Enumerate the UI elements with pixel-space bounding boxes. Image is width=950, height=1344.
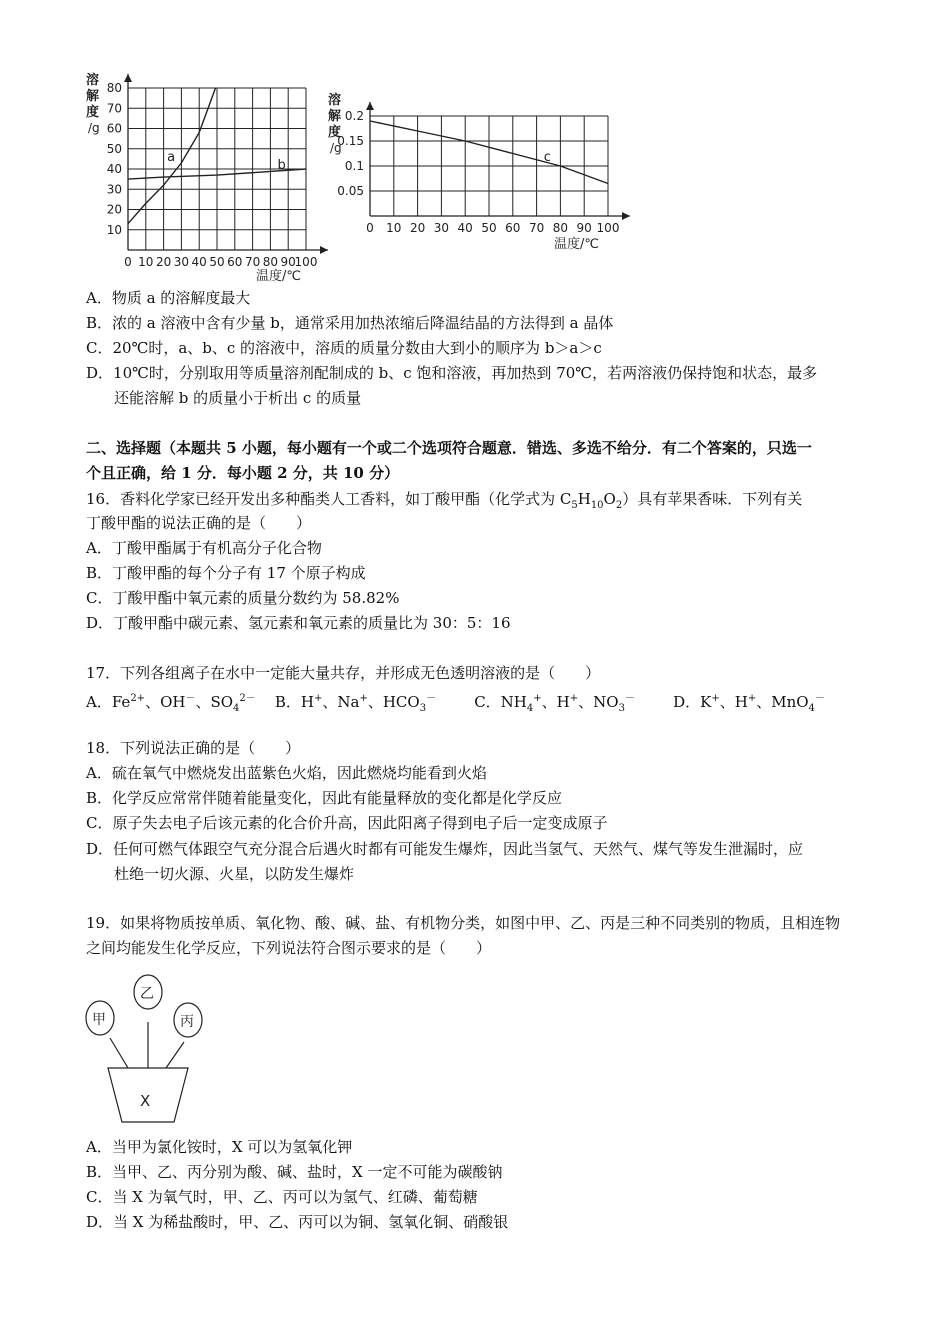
y-axis-label: 度 <box>328 125 342 140</box>
q19-option-b: B．当甲、乙、丙分别为酸、碱、盐时，X 一定不可能为碳酸钠 <box>86 1163 503 1181</box>
q16-stem-part: ）具有苹果香味．下列有关 <box>622 490 803 508</box>
label-jia: 甲 <box>92 1012 106 1028</box>
y-tick-label: 30 <box>106 182 122 197</box>
x-axis-arrow <box>622 212 630 220</box>
q18-stem: 18．下列说法正确的是（ ） <box>86 739 301 757</box>
q19-stem: 19．如果将物质按单质、氧化物、酸、碱、盐、有机物分类，如图中甲、乙、丙是三种不同类别的物质，且相连物 <box>86 914 841 932</box>
solubility-chart-ab <box>84 66 344 288</box>
x-tick-label: 30 <box>173 255 190 269</box>
y-tick-label: 0.1 <box>344 159 364 173</box>
x-tick-label: 30 <box>433 221 450 235</box>
y-axis-label: /g <box>330 141 342 155</box>
x-tick-label: 100 <box>294 255 318 269</box>
x-tick-label: 90 <box>576 221 592 235</box>
series-label-b: b <box>277 158 286 173</box>
y-tick-label: 40 <box>106 162 122 176</box>
q15-option-d: D．10℃时，分别取用等质量溶剂配制成的 b、c 饱和溶液，再加热到 70℃，若两溶液仍保持饱和状态，最多 <box>86 364 818 382</box>
q19-stem-cont: 之间均能发生化学反应，下列说法符合图示要求的是（ ） <box>86 939 492 957</box>
y-axis-label: 度 <box>86 105 100 120</box>
q18-option-c: C．原子失去电子后该元素的化合价升高，因此阳离子得到电子后一定变成原子 <box>86 814 608 832</box>
x-tick-label: 50 <box>481 221 497 235</box>
q16-stem: 16．香料化学家已经开发出多种酯类人工香料，如丁酸甲酯（化学式为 $C_5H_{10}O_2$）具有苹果香味．下列有关 <box>86 490 803 511</box>
q16-stem-part: 16．香料化学家已经开发出多种酯类人工香料，如丁酸甲酯（化学式为 C <box>86 490 572 508</box>
solubility-chart-c <box>326 90 631 260</box>
x-tick-label: 60 <box>505 221 521 235</box>
x-tick-label: 40 <box>191 255 207 269</box>
q16-option-a: A．丁酸甲酯属于有机高分子化合物 <box>86 539 322 557</box>
q16-option-c: C．丁酸甲酯中氧元素的质量分数约为 58.82% <box>86 589 400 607</box>
q18-option-a: A．硫在氧气中燃烧发出蓝紫色火焰，因此燃烧均能看到火焰 <box>86 764 487 782</box>
q19-option-d: D．当 X 为稀盐酸时，甲、乙、丙可以为铜、氢氧化铜、硝酸银 <box>86 1213 509 1231</box>
y-tick-label: 20 <box>106 202 122 217</box>
x-tick-label: 90 <box>280 255 296 269</box>
q19-option-a: A．当甲为氯化铵时，X 可以为氢氧化钾 <box>86 1138 353 1156</box>
q18-option-d: D．任何可燃气体跟空气充分混合后遇火时都有可能发生爆炸，因此当氢气、天然气、煤气等发生泄漏时，应 <box>86 840 804 858</box>
series-label-c: c <box>543 150 551 165</box>
q15-option-d-cont: 还能溶解 b 的质量小于析出 c 的质量 <box>114 389 362 407</box>
x-tick-label: 60 <box>227 255 243 269</box>
y-tick-label: 0.15 <box>337 134 364 148</box>
q15-option-c: C．20℃时，a、b、c 的溶液中，溶质的质量分数由大到小的顺序为 b＞a＞c <box>86 339 602 357</box>
y-axis-label: 溶 <box>328 93 342 108</box>
x-tick-label: 0 <box>124 255 132 269</box>
x-tick-label: 70 <box>528 221 545 235</box>
chart-grid <box>366 102 630 220</box>
q15-option-a: A．物质 a 的溶解度最大 <box>86 289 251 307</box>
y-axis-arrow <box>366 102 374 110</box>
y-tick-label: 80 <box>106 81 122 95</box>
q17-stem: 17．下列各组离子在水中一定能大量共存，并形成无色透明溶液的是（ ） <box>86 664 601 682</box>
section-heading-cont: 个且正确，给 1 分．每小题 2 分，共 10 分） <box>86 464 400 482</box>
section-heading: 二、选择题（本题共 5 小题，每小题有一个或二个选项符合题意．错选、多选不给分．有二个答案的，只选一 <box>86 439 812 457</box>
y-tick-label: 60 <box>106 121 122 136</box>
y-tick-label: 50 <box>106 141 122 156</box>
x-tick-label: 50 <box>209 255 225 269</box>
y-axis-label: 解 <box>86 89 100 104</box>
flower-pot-diagram <box>80 968 220 1128</box>
x-tick-label: 80 <box>262 255 279 269</box>
q18-option-b: B．化学反应常常伴随着能量变化，因此有能量释放的变化都是化学反应 <box>86 789 563 807</box>
label-yi: 乙 <box>140 986 154 1002</box>
x-axis-label: 温度/℃ <box>554 237 599 252</box>
x-tick-label: 10 <box>138 255 154 269</box>
y-tick-label: 70 <box>106 101 122 116</box>
y-tick-label: 10 <box>106 222 122 237</box>
series-label-a: a <box>167 149 176 165</box>
x-tick-label: 10 <box>386 221 402 235</box>
x-tick-label: 20 <box>409 221 426 235</box>
y-axis-label: 解 <box>328 109 342 124</box>
chart-grid <box>124 74 328 254</box>
y-axis-arrow <box>124 74 132 82</box>
x-axis-label: 温度/℃ <box>256 269 301 284</box>
stem-line <box>110 1038 128 1068</box>
q16-stem-cont: 丁酸甲酯的说法正确的是（ ） <box>86 514 312 532</box>
label-bing: 丙 <box>180 1014 194 1030</box>
x-tick-label: 0 <box>366 221 374 235</box>
x-tick-label: 80 <box>552 221 569 235</box>
q15-option-b: B．浓的 a 溶液中含有少量 b，通常采用加热浓缩后降温结晶的方法得到 a 晶体 <box>86 314 614 332</box>
q16-option-b: B．丁酸甲酯的每个分子有 17 个原子构成 <box>86 564 366 582</box>
q17-options: A．$Fe^{2+}$、OH－、$SO_4^{2-}$ B．H+、Na+、$HCO_3^-$ C．$NH_4^+$、H+、$NO_3^-$ D．K+、H+、MnO$_4$－ <box>86 693 825 714</box>
x-tick-label: 20 <box>155 255 172 269</box>
x-tick-label: 70 <box>244 255 261 269</box>
q16-option-d: D．丁酸甲酯中碳元素、氢元素和氧元素的质量比为 30：5：16 <box>86 614 511 632</box>
y-tick-label: 0.05 <box>337 184 364 198</box>
y-axis-label: 溶 <box>86 73 100 88</box>
y-tick-label: 0.2 <box>344 109 364 123</box>
q19-option-c: C．当 X 为氧气时，甲、乙、丙可以为氢气、红磷、葡萄糖 <box>86 1188 478 1206</box>
q18-option-d-cont: 杜绝一切火源、火星，以防发生爆炸 <box>114 865 355 883</box>
x-tick-label: 100 <box>596 221 620 235</box>
y-axis-label: /g <box>88 121 100 135</box>
stem-line <box>166 1042 184 1068</box>
x-tick-label: 40 <box>457 221 473 235</box>
label-x: X <box>140 1092 151 1110</box>
